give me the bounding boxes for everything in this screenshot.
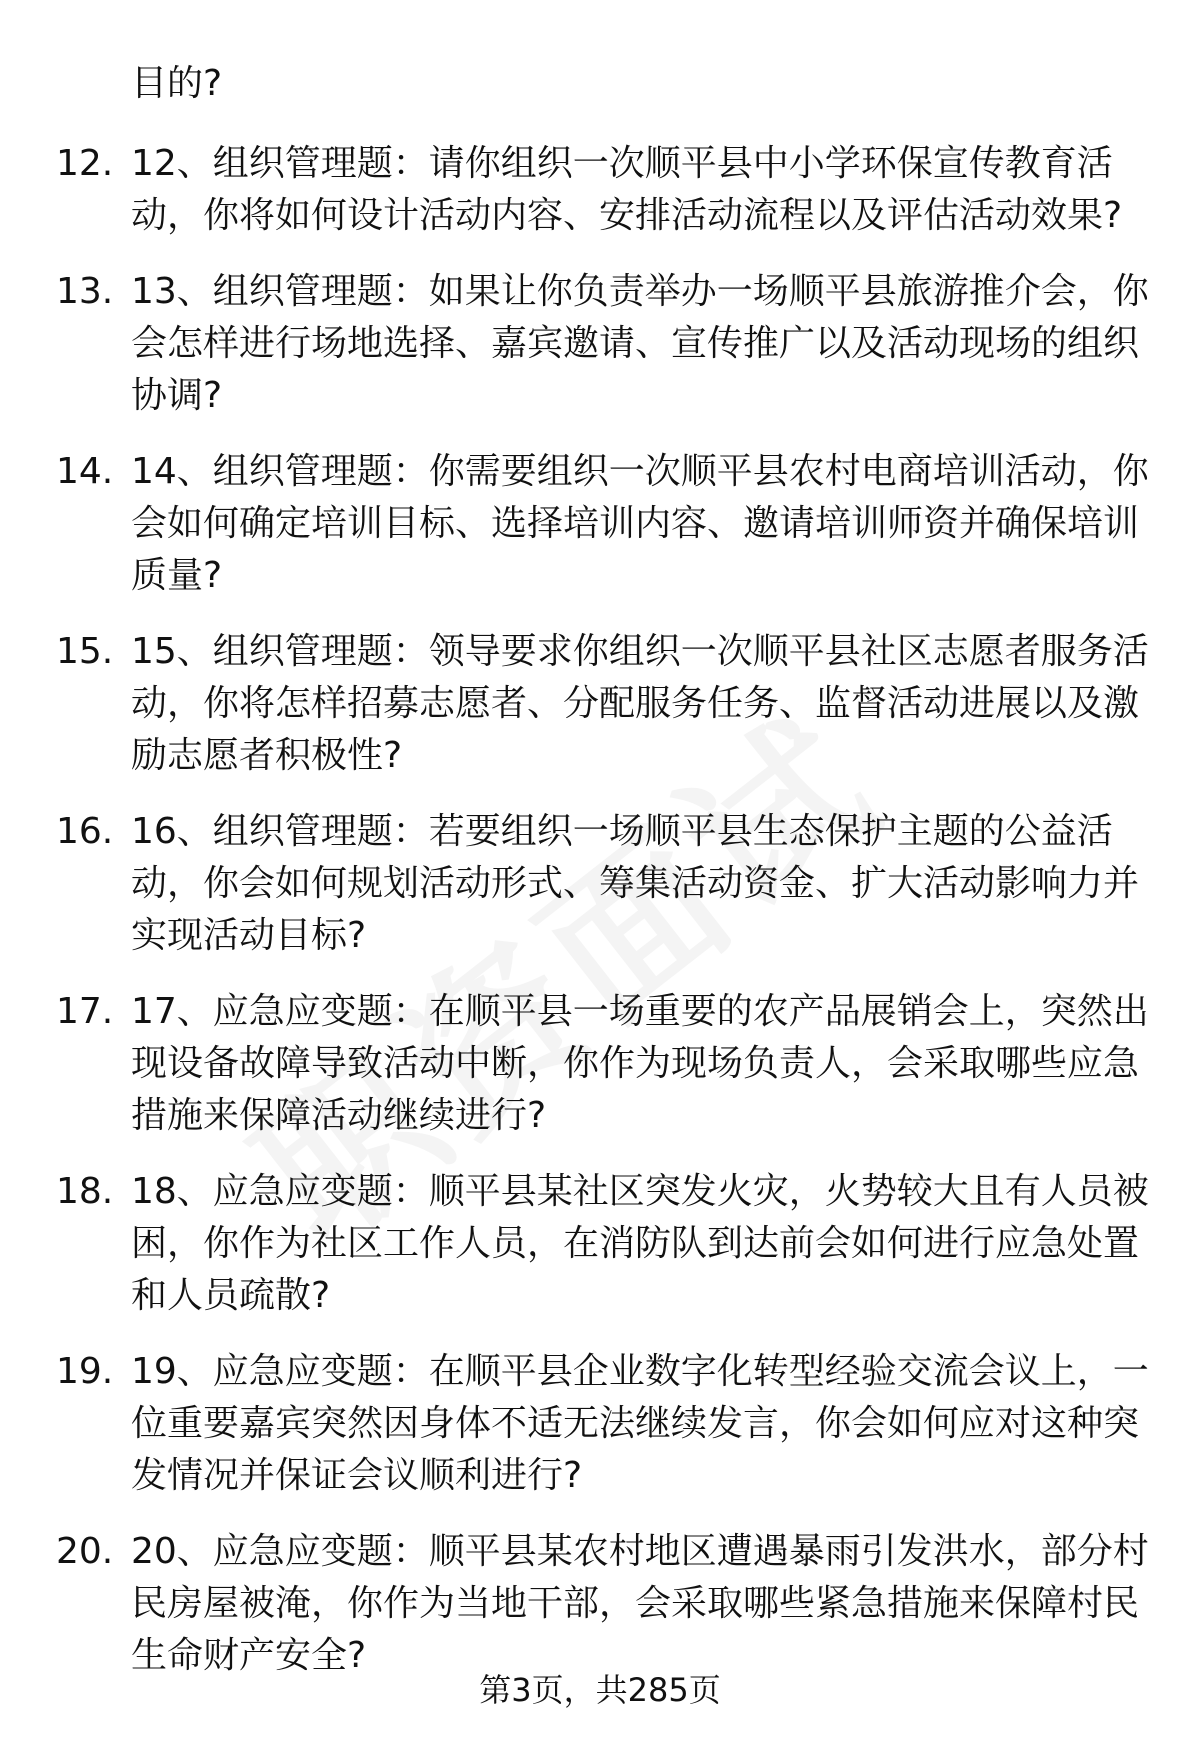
intro-continuation-text: 目的?: [131, 63, 223, 104]
question-text: 16、组织管理题：若要组织一场顺平县生态保护主题的公益活动，你会如何规划活动形式、筹集活动资金、扩大活动影响力并实现活动目标?: [131, 811, 1140, 956]
list-item: [0, 806, 1200, 962]
list-item: [0, 446, 1200, 602]
question-number: 17.: [56, 991, 114, 1032]
question-number: 12.: [56, 143, 114, 184]
question-number: 20.: [56, 1531, 114, 1572]
list-item: [0, 1166, 1200, 1322]
question-number: 14.: [56, 451, 114, 492]
question-number: 15.: [56, 631, 114, 672]
list-item: [0, 986, 1200, 1142]
list-item: [0, 1526, 1200, 1682]
question-text: 20、应急应变题：顺平县某农村地区遭遇暴雨引发洪水，部分村民房屋被淹，你作为当地干部，会采取哪些紧急措施来保障村民生命财产安全?: [131, 1531, 1149, 1676]
question-text: 17、应急应变题：在顺平县一场重要的农产品展销会上，突然出现设备故障导致活动中断，你作为现场负责人，会采取哪些应急措施来保障活动继续进行?: [131, 991, 1149, 1136]
list-item: [0, 138, 1200, 242]
list-item: [0, 266, 1200, 422]
question-number: 18.: [56, 1171, 114, 1212]
question-text: 14、组织管理题：你需要组织一次顺平县农村电商培训活动，你会如何确定培训目标、选择培训内容、邀请培训师资并确保培训质量?: [131, 451, 1149, 596]
list-item: [0, 626, 1200, 782]
question-number: 13.: [56, 271, 114, 312]
question-list: [0, 138, 1200, 1706]
question-text: 18、应急应变题：顺平县某社区突发火灾，火势较大且有人员被困，你作为社区工作人员，在消防队到达前会如何进行应急处置和人员疏散?: [131, 1171, 1149, 1316]
question-text: 13、组织管理题：如果让你负责举办一场顺平县旅游推介会，你会怎样进行场地选择、嘉宾邀请、宣传推广以及活动现场的组织协调?: [131, 271, 1149, 416]
page-footer: 第3页，共285页: [479, 1671, 721, 1709]
question-number: 16.: [56, 811, 114, 852]
list-item: [0, 1346, 1200, 1502]
question-number: 19.: [56, 1351, 114, 1392]
question-text: 19、应急应变题：在顺平县企业数字化转型经验交流会议上，一位重要嘉宾突然因身体不适无法继续发言，你会如何应对这种突发情况并保证会议顺利进行?: [131, 1351, 1149, 1496]
question-text: 15、组织管理题：领导要求你组织一次顺平县社区志愿者服务活动，你将怎样招募志愿者、分配服务任务、监督活动进展以及激励志愿者积极性?: [131, 631, 1149, 776]
question-text: 12、组织管理题：请你组织一次顺平县中小学环保宣传教育活动，你将如何设计活动内容、安排活动流程以及评估活动效果?: [131, 143, 1123, 236]
